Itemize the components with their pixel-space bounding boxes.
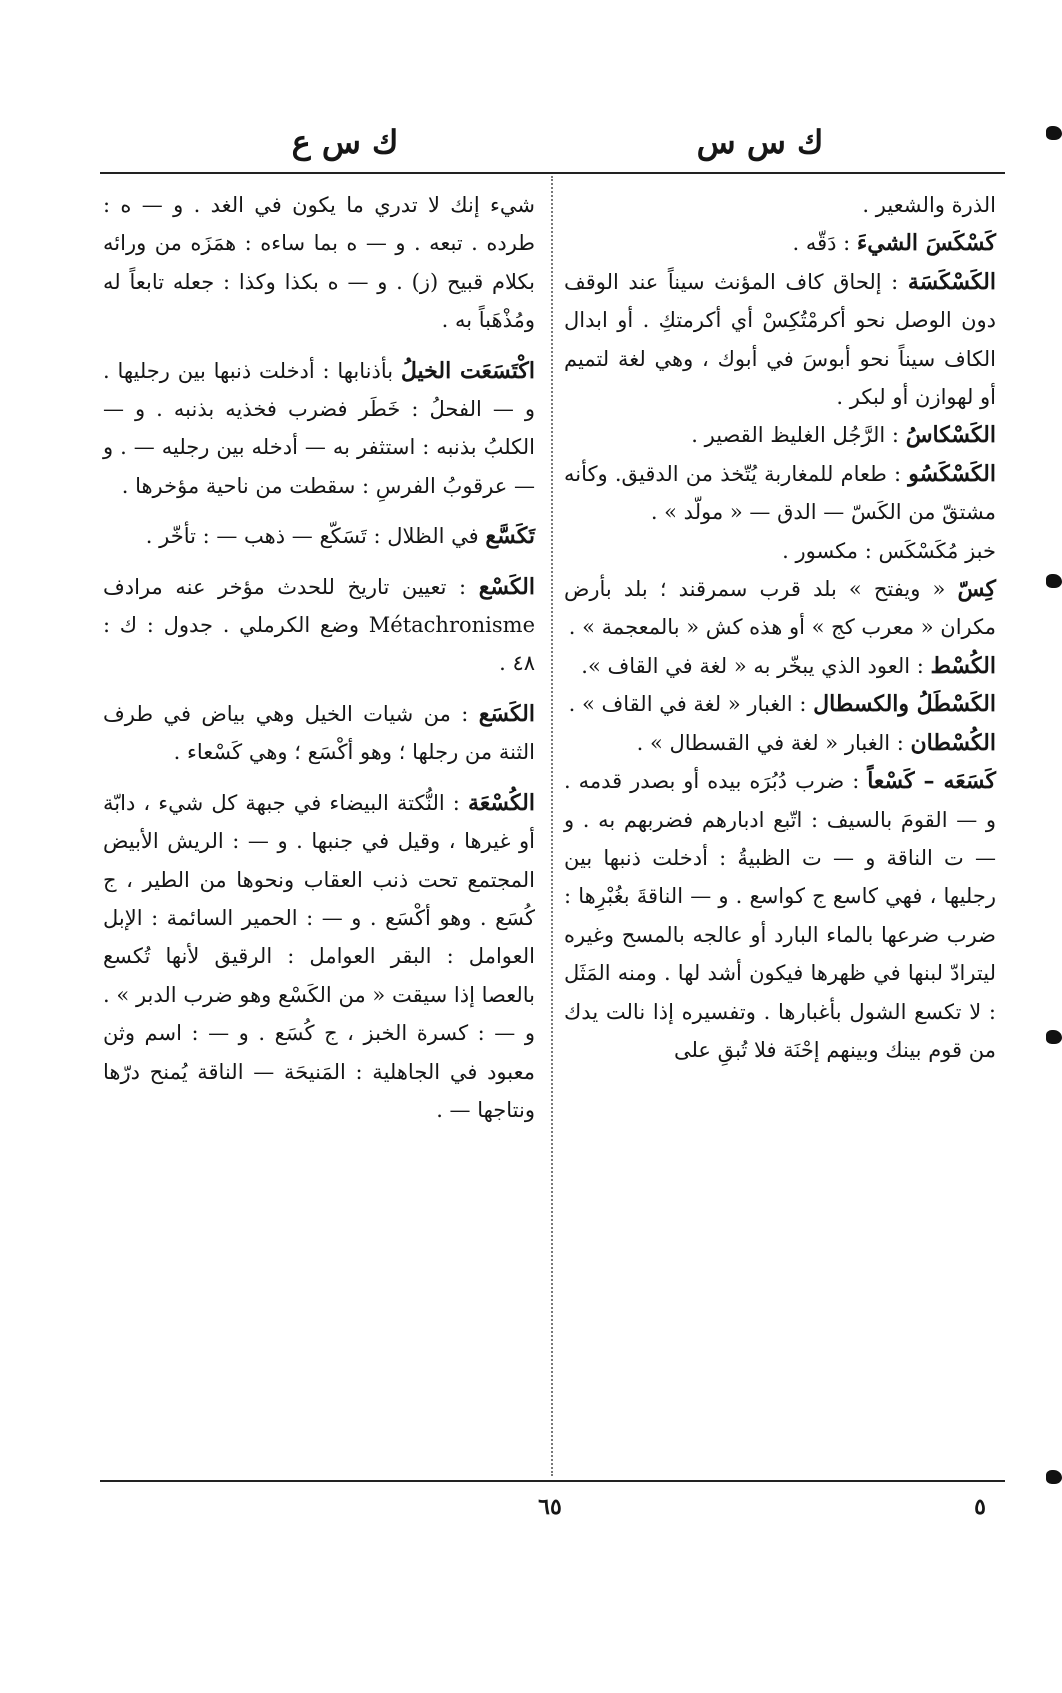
- dictionary-entry: [564, 724, 996, 762]
- dictionary-entry: [103, 695, 535, 772]
- entry-definition: : العود الذي يبخّر به « لغة في القاف ».: [581, 653, 931, 678]
- entry-definition: : الغبار « لغة في القاف » .: [568, 692, 814, 717]
- ink-blot-mark: [1046, 1470, 1062, 1484]
- page-number: ٦٥: [538, 1494, 562, 1520]
- dictionary-entry: [564, 224, 996, 262]
- dictionary-entry: [564, 263, 996, 417]
- entry-definition: الذرة والشعير .: [862, 193, 996, 217]
- dictionary-entry: [103, 784, 535, 1130]
- entry-definition: « ويفتح » بلد قرب سمرقند ؛ بلد بأرض مكران « معرب كج » أو هذه كش « بالمعجمة » .: [564, 577, 996, 640]
- right-column-root-header: ك س س: [696, 123, 824, 161]
- dictionary-entry: [564, 455, 996, 532]
- entry-definition: : دَقّه .: [792, 231, 857, 256]
- dictionary-entry: [564, 186, 996, 224]
- entry-definition: : من شيات الخيل وهي بياض في طرف الثنة من رجلها ؛ وهو أكْسَع ؛ وهي كَسْعاء .: [103, 701, 535, 765]
- ink-blot-mark: [1046, 1030, 1062, 1044]
- entry-headword: الكَسْع: [478, 573, 535, 600]
- entry-headword: كَسَعَه – كَسْعاً: [867, 768, 996, 795]
- right-column: [564, 186, 996, 1069]
- entry-headword: تَكَسَّع: [485, 523, 535, 550]
- dictionary-entry: [103, 517, 535, 555]
- entry-headword: الكَسْكاسُ: [905, 422, 996, 449]
- entry-definition: : طعام للمغاربة يُتّخذ من الدقيق. وكأنه مشتقّ من الكَسّ — الدق — « مولّد » .: [564, 461, 996, 525]
- entry-definition: : الرَّجُل الغليظ القصير .: [691, 423, 906, 448]
- dictionary-entry: [564, 416, 996, 454]
- dictionary-entry: [103, 568, 535, 683]
- top-rule: [100, 172, 1005, 174]
- entry-headword: الكَسْكَسُو: [908, 460, 996, 487]
- entry-definition: : النُّكتة البيضاء في جبهة كل شيء ، دابّة أو غيرها ، وقيل في جنبها . و — : الريش الأبيض المجتمع تحت ذنب العقاب ونحوها من الطير ، ج كُسَع . وهو أكْسَع . و — : الحمير السائمة : الإبل العوامل : البقر العوامل : الرقيق لأنها تُكسع بالعصا إذا سيقت « من الكَسْع وهو ضرب الدبر » . و — : كسرة الخبز ، ج كُسَع . و — : اسم وثن معبود في الجاهلية : المَنيحَة — الناقة يُمنح درّها ونتاجها — .: [103, 790, 535, 1122]
- entry-definition: : الغبار « لغة في القسطال » .: [636, 730, 911, 755]
- entry-headword: الكَسْطَلُ والكسطال: [813, 691, 996, 718]
- dictionary-entry: [564, 532, 996, 570]
- entry-headword: الكَسَع: [478, 700, 535, 727]
- entry-headword: كِسّ: [957, 576, 996, 603]
- entry-definition: : ضرب دُبُرَه بيده أو بصدر قدمه . و — القومَ بالسيف : اتّبع ادبارهم فضربهم به . و — ت الناقة و — ت الظبيةُ : أدخلت ذنبها بين رجليها ، فهي كاسع ج كواسع . و — الناقةَ بغُبْرِها : ضرب ضرعها بالماء البارد أو عالجه بالمسح وغيره ليترادّ لبنها في ظهرها فيكون أشد لها . ومنه المَثَل : لا تكسع الشول بأغبارها . وتفسيره إذا نالت يدك من قوم بينك وبينهم إحْنَة فلا تُبقِ على: [564, 769, 996, 1062]
- entry-definition: : إلحاق كاف المؤنث سيناً عند الوقف دون الوصل نحو أكرمْتُكِسْ أي أكرمتكِ . أو ابدال الكاف سيناً نحو أبوسَ في أبوك ، وهي لغة لتميم أو لهوازن أو لبكر .: [564, 269, 996, 410]
- entry-headword: الكُسْطان: [910, 729, 996, 756]
- dictionary-entry: [103, 352, 535, 506]
- entry-headword: كَسْكَسَ الشيءَ: [856, 230, 996, 257]
- dictionary-entry: [103, 186, 535, 340]
- entry-definition: خبز مُكَسْكَس : مكسور .: [782, 538, 996, 563]
- entry-headword: الكُسْط: [930, 652, 996, 679]
- column-divider: [551, 176, 553, 1476]
- dictionary-entry: [564, 570, 996, 647]
- entry-definition: في الظلال : تَسَكّع — ذهب — : تأخّر .: [145, 524, 486, 549]
- ink-blot-mark: [1046, 574, 1062, 588]
- entry-definition: شيء إنك لا تدري ما يكون في الغد . و — ه : طرده . تبعه . و — ه بما ساءه : همَزَه من ورائه بكلام قبيح (ز) . و — ه بكذا وكذا : جعله تابعاً له ومُذْهَباً به .: [103, 193, 535, 333]
- entry-headword: اكْتَسَعَت الخيلُ: [400, 357, 536, 384]
- entry-definition: : تعيين تاريخ للحدث مؤخر عنه مرادف Métachronisme وضع الكرملي . جدول : ك : ٤٨ .: [103, 574, 535, 676]
- left-column: [103, 186, 535, 1129]
- dictionary-entry: [564, 762, 996, 1069]
- dictionary-entry: [564, 647, 996, 685]
- ink-blot-mark: [1046, 126, 1062, 140]
- left-column-root-header: ك س ع: [291, 123, 399, 161]
- entry-definition: بأذنابها : أدخلت ذنبها بين رجليها . و — الفحلُ : خَطَر فضرب فخذيه بذنبه . و — الكلبُ بذنبه : استثفر به — أدخله بين رجليه — . و — عرقوبُ الفرسِ : سقطت من ناحية مؤخرها .: [103, 358, 535, 498]
- dictionary-entry: [564, 685, 996, 723]
- bottom-rule: [100, 1480, 1005, 1482]
- entry-headword: الكَسْكَسَة: [907, 268, 996, 295]
- entry-headword: الكُسْعَة: [468, 789, 535, 816]
- corner-number: ٥: [974, 1494, 986, 1520]
